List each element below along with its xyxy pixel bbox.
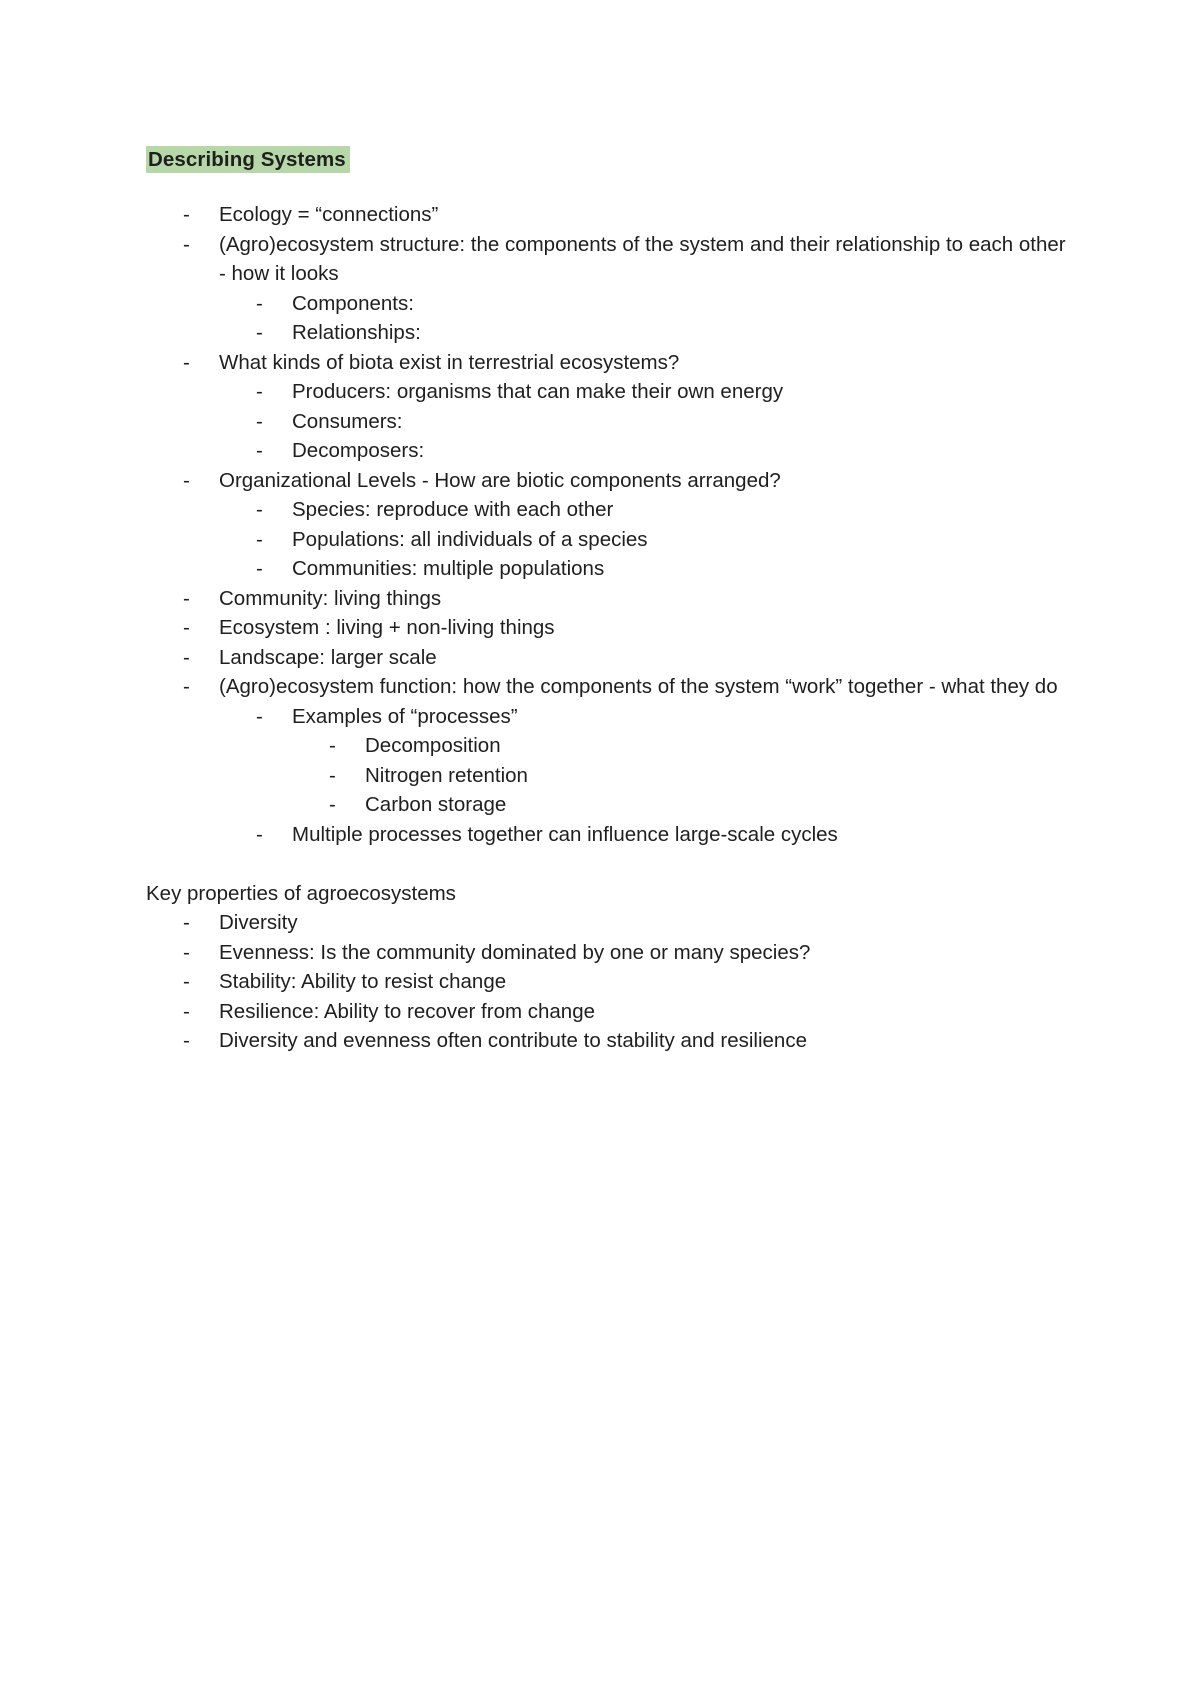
- list-item: - Stability: Ability to resist change: [146, 967, 1076, 997]
- key-properties-title: Key properties of agroecosystems: [146, 881, 456, 905]
- nested-list: [219, 495, 1076, 584]
- describing-systems-list: [146, 200, 1076, 849]
- list-item: - Diversity and evenness often contribute to stability and resilience: [146, 1026, 1076, 1056]
- list-item: - Consumers:: [219, 407, 1076, 437]
- nested-list: [219, 289, 1076, 348]
- list-item: - Multiple processes together can influence large-scale cycles: [219, 820, 1076, 850]
- list-item: - (Agro)ecosystem function: how the components of the system “work” together - what they do - Examples of “processes” - Decomposition - Nitrogen retention - Carbon storage - Multiple processes together can influence large-scale cycles: [146, 672, 1076, 849]
- nested-list: [292, 731, 1076, 820]
- list-item: - (Agro)ecosystem structure: the components of the system and their relationship to each other - how it looks - Components: - Relationships:: [146, 230, 1076, 348]
- list-item: - What kinds of biota exist in terrestrial ecosystems? - Producers: organisms that can make their own energy - Consumers: - Decomposers:: [146, 348, 1076, 466]
- list-item: - Producers: organisms that can make their own energy: [219, 377, 1076, 407]
- list-item: - Carbon storage: [292, 790, 1076, 820]
- list-item: - Communities: multiple populations: [219, 554, 1076, 584]
- list-item: - Populations: all individuals of a species: [219, 525, 1076, 555]
- list-item: - Organizational Levels - How are biotic components arranged? - Species: reproduce with each other - Populations: all individuals of a species - Communities: multiple populations: [146, 466, 1076, 584]
- list-item: - Decomposers:: [219, 436, 1076, 466]
- document-content: [146, 145, 1076, 1056]
- list-item: - Resilience: Ability to recover from change: [146, 997, 1076, 1027]
- key-properties-list: [146, 908, 1076, 1056]
- section-heading: Describing Systems: [146, 146, 350, 173]
- list-item: - Examples of “processes” - Decomposition - Nitrogen retention - Carbon storage: [219, 702, 1076, 820]
- blank-line: [146, 849, 1076, 879]
- list-item: - Components:: [219, 289, 1076, 319]
- list-item: - Ecology = “connections”: [146, 200, 1076, 230]
- list-item: - Diversity: [146, 908, 1076, 938]
- nested-list: [219, 702, 1076, 850]
- list-item: - Community: living things: [146, 584, 1076, 614]
- list-item: - Nitrogen retention: [292, 761, 1076, 791]
- list-item: - Landscape: larger scale: [146, 643, 1076, 673]
- list-item: - Evenness: Is the community dominated by one or many species?: [146, 938, 1076, 968]
- list-item: - Species: reproduce with each other: [219, 495, 1076, 525]
- list-item: - Relationships:: [219, 318, 1076, 348]
- list-item: - Decomposition: [292, 731, 1076, 761]
- list-item: - Ecosystem : living + non-living things: [146, 613, 1076, 643]
- nested-list: [219, 377, 1076, 466]
